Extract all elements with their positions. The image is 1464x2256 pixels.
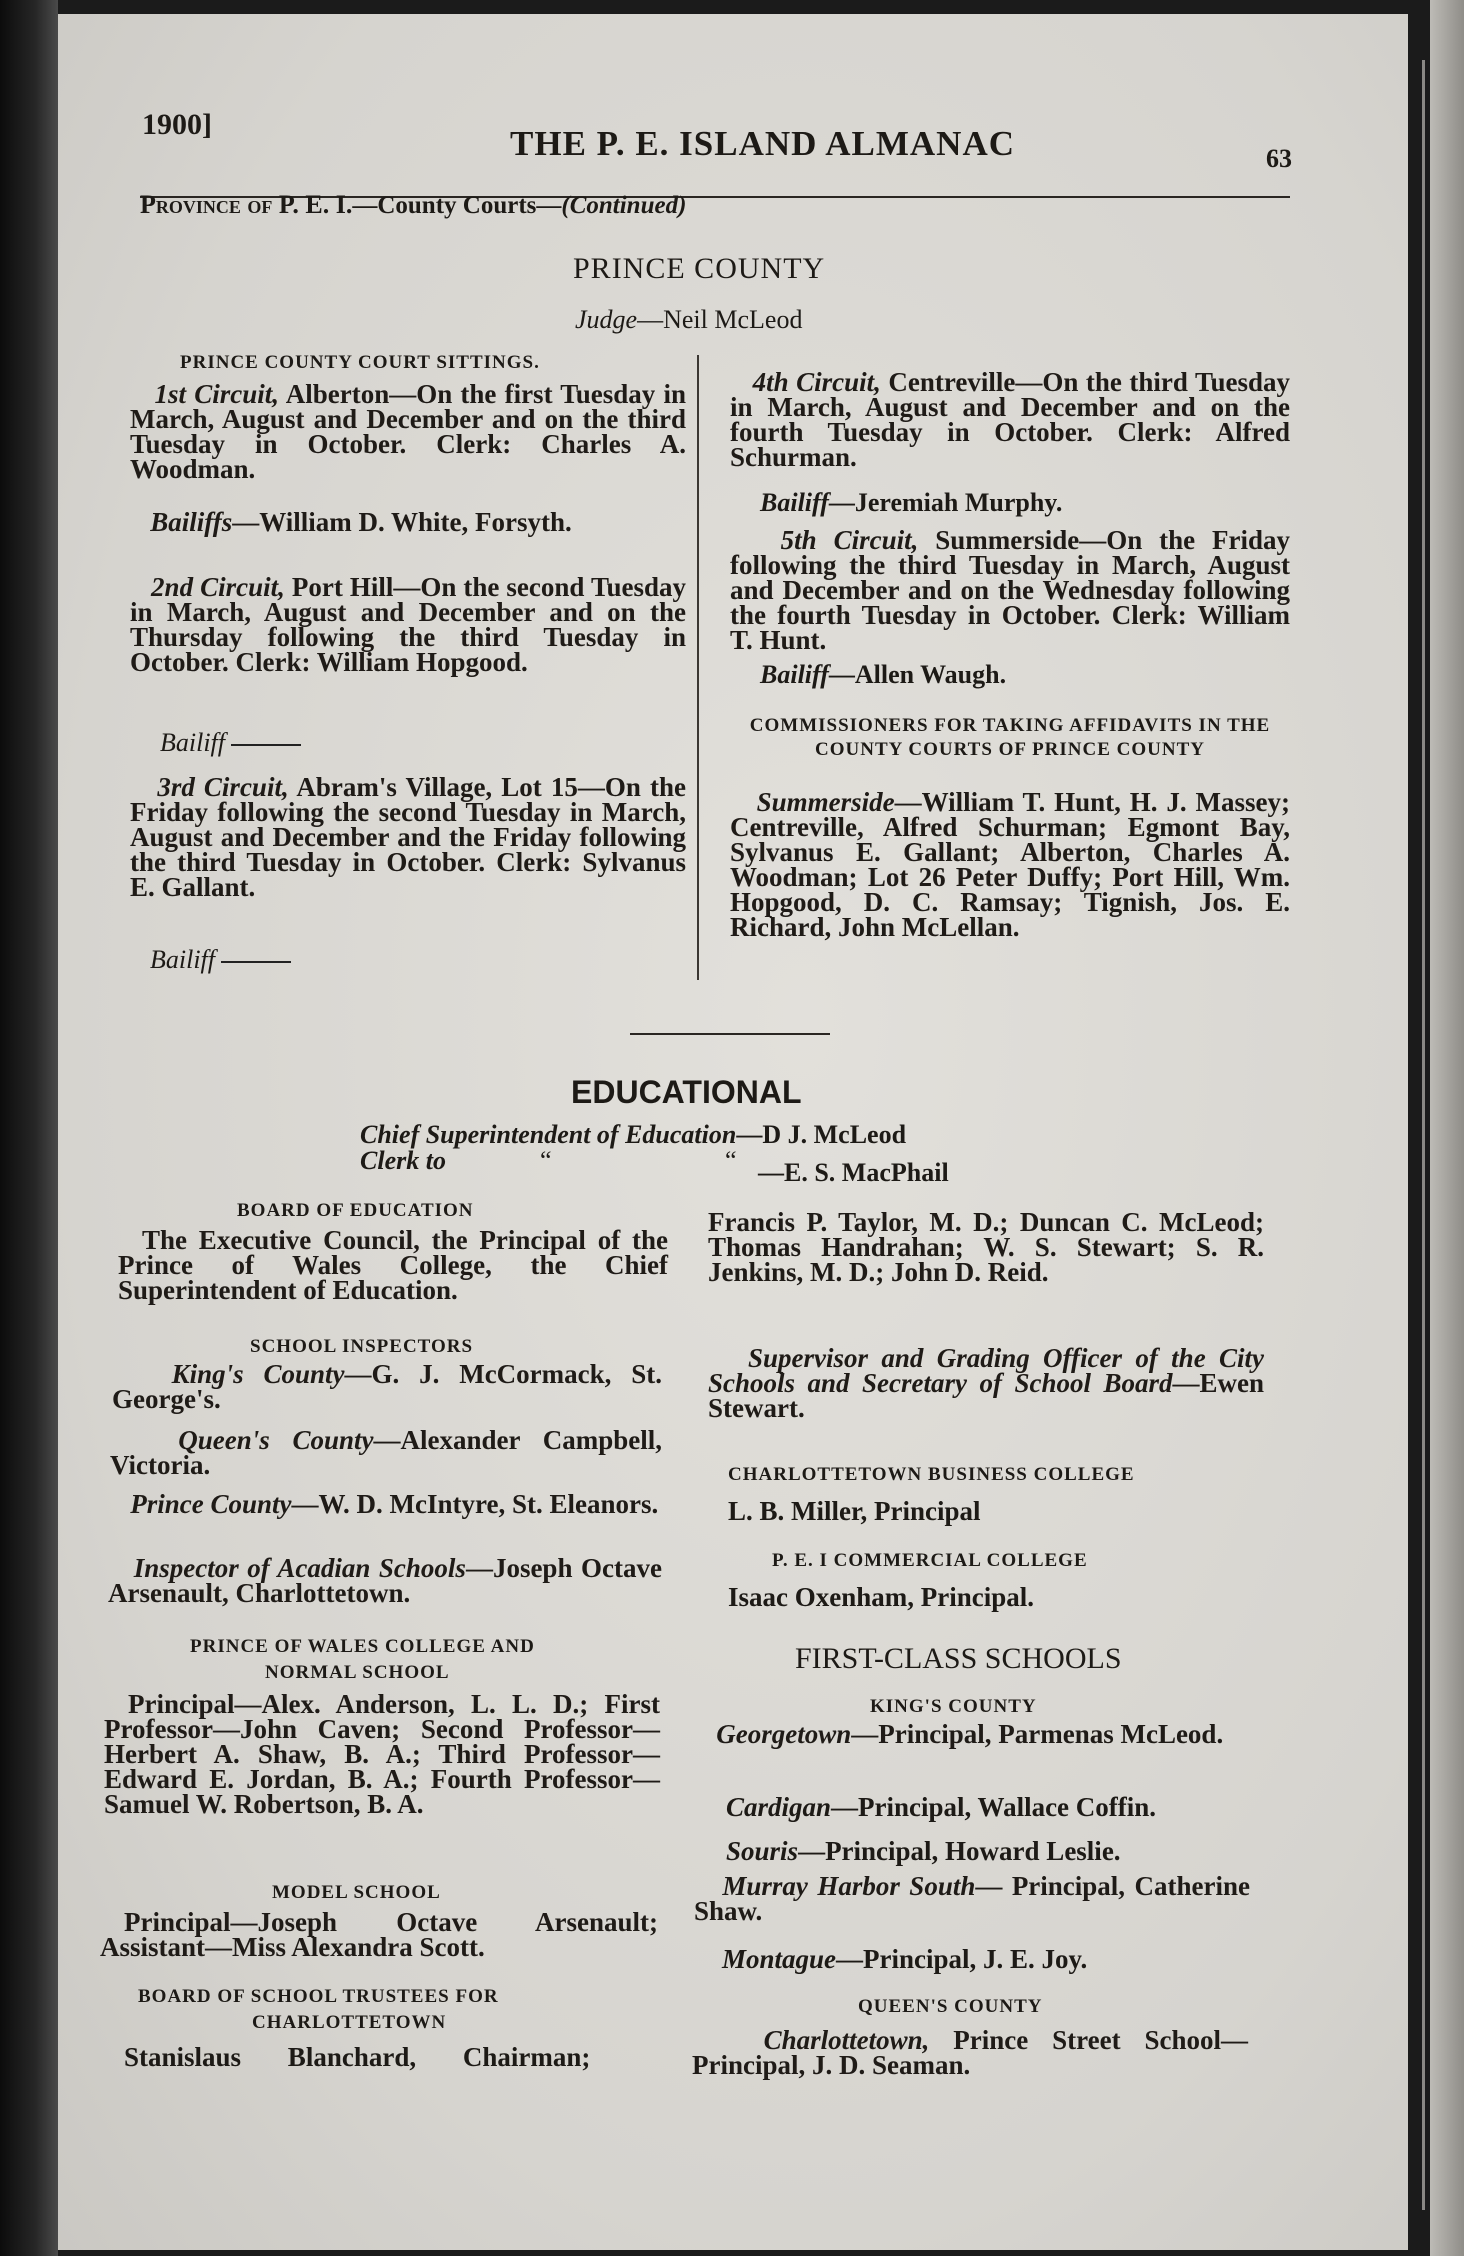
scan-left-edge [0,0,58,2256]
cardigan-text: —Principal, Wallace Coffin. [831,1792,1157,1822]
county-courts-label: —County Courts— [352,192,562,219]
page-number: 63 [1266,144,1292,173]
circuit-5-label: 5th Circuit, [780,525,919,555]
chief-name: —D J. McLeod [736,1120,907,1149]
bailiff-3-line [150,945,291,975]
ditto-mark: “ [725,1146,737,1175]
bailiffs-1-paragraph [130,507,686,537]
montague-label: Montague [722,1944,837,1974]
circuit-2-label: 2nd Circuit, [151,572,285,602]
business-college-text: L. B. Miller, Principal [728,1496,981,1526]
blank-line [231,744,301,746]
bailiff-4-line [760,488,1062,518]
trustees-text: Stanislaus Blanchard, Chairman; [124,2042,591,2072]
clerk-line [360,1146,446,1176]
section-divider [630,1033,830,1035]
circuit-1-text: Alberton—On the first Tuesday in March, August and December and on the third Tuesday in October. Clerk: Charles A. Woodman. [130,379,687,484]
section-continued-line [140,190,686,220]
circuit-5-text: Summerside—On the Friday following the third Tuesday in March, August and December and on the Wednesday following the fourth Tuesday in October. Clerk: William T. Hunt. [730,525,1291,655]
bailiff-5-line [760,660,1006,690]
pwc-heading-line-1: PRINCE OF WALES COLLEGE AND [190,1636,535,1657]
header-year: 1900] [142,108,212,141]
bailiff-2-line [160,728,301,758]
kings-county-heading: KING'S COUNTY [870,1696,1037,1717]
circuit-5-paragraph [730,525,1291,655]
pwc-heading-line-2: NORMAL SCHOOL [265,1662,450,1683]
prince-inspector-text: —W. D. McIntyre, St. Eleanors. [291,1489,659,1519]
souris-label: Souris [726,1836,799,1866]
supervisor-text: —Ewen Stewart. [708,1368,1264,1423]
bailiffs-1-label: Bailiffs [150,507,233,537]
circuit-1-label: 1st Circuit, [154,379,280,409]
georgetown-text: —Principal, Parmenas McLeod. [851,1719,1224,1749]
charlottetown-text: Prince Street School—Principal, J. D. Seaman. [692,2025,1248,2080]
queens-county-heading: QUEEN'S COUNTY [858,1996,1043,2017]
queens-inspector-paragraph [110,1425,662,1480]
circuit-4-label: 4th Circuit, [752,367,881,397]
souris-text: —Principal, Howard Leslie. [798,1836,1121,1866]
page-right-rule [1422,60,1425,2210]
model-school-text: Principal—Joseph Octave Arsenault; Assistant—Miss Alexandra Scott. [100,1907,658,1962]
chief-label: Chief Superintendent of Education [360,1120,737,1149]
montague-line [722,1944,1087,1975]
school-inspectors-heading: SCHOOL INSPECTORS [250,1336,474,1357]
continued-label: (Continued) [561,192,687,219]
cardigan-line [726,1792,1156,1823]
clerk-label: Clerk to [360,1146,446,1175]
circuit-3-label: 3rd Circuit, [157,772,289,802]
acadian-inspector-label: Inspector of Acadian Schools [133,1553,466,1583]
prince-county-label: Prince County [130,1489,292,1519]
queens-county-label: Queen's County [178,1425,374,1455]
bailiff-3-label: Bailiff [150,945,215,974]
murray-harbor-label: Murray Harbor South [722,1871,976,1901]
circuit-3-paragraph [130,772,686,902]
pwc-staff-text: Principal—Alex. Anderson, L. L. D.; First Professor—John Caven; Second Professor—Herbert A. Shaw, B. A.; Third Professor—Edward E. Jordan, B. A.; Fourth Professor—Samuel W. Robertson, B. A. [104,1689,660,1819]
model-school-heading: MODEL SCHOOL [272,1882,441,1903]
kings-county-label: King's County [171,1359,345,1389]
cardigan-label: Cardigan [726,1792,832,1822]
souris-line [726,1836,1121,1867]
supervisor-paragraph [708,1343,1265,1423]
circuit-1-paragraph [130,379,687,484]
charlottetown-paragraph [692,2025,1248,2080]
georgetown-label: Georgetown [716,1719,852,1749]
kings-inspector-text: —G. J. McCormack, St. George's. [112,1359,663,1414]
judge-name: —Neil McLeod [637,305,803,334]
judge-role: Judge [575,305,638,334]
scan-right-edge [1430,0,1464,2256]
murray-harbor-paragraph [694,1871,1250,1926]
montague-text: —Principal, J. E. Joy. [836,1944,1088,1974]
bailiff-4-text: —Jeremiah Murphy. [828,488,1063,517]
trustees-heading-line-1: BOARD OF SCHOOL TRUSTEES FOR [138,1986,499,2007]
educational-heading: EDUCATIONAL [571,1074,802,1110]
commissioners-label: Summerside [756,787,895,817]
georgetown-paragraph [696,1719,1252,1749]
clerk-name: —E. S. MacPhail [758,1158,949,1187]
circuit-2-text: Port Hill—On the second Tuesday in March, August and December and on the Thursday following the third Tuesday in October. Clerk: William Hopgood. [130,572,686,677]
business-college-heading: CHARLOTTETOWN BUSINESS COLLEGE [728,1464,1135,1485]
acadian-inspector-paragraph [108,1553,662,1608]
board-of-education-text: The Executive Council, the Principal of the Prince of Wales College, the Chief Superintendent of Education. [118,1225,668,1305]
sittings-heading: PRINCE COUNTY COURT SITTINGS. [180,352,540,373]
circuit-3-text: Abram's Village, Lot 15—On the Friday following the second Tuesday in March, August and December and the Friday following the third Tuesday in October. Clerk: Sylvanus E. Gallant. [130,772,686,902]
trustees-heading-line-2: CHARLOTTETOWN [252,2012,447,2033]
prince-county-heading: PRINCE COUNTY [573,252,826,285]
bailiff-2-label: Bailiff [160,728,225,757]
bailiff-5-label: Bailiff [760,660,829,689]
judge-line [575,305,802,335]
charlottetown-label: Charlottetown, [763,2025,930,2055]
board-of-education-continued: Francis P. Taylor, M. D.; Duncan C. McLeod; Thomas Handrahan; W. S. Stewart; S. R. Jenkins, M. D.; John D. Reid. [708,1207,1264,1287]
bailiff-5-text: —Allen Waugh. [828,660,1007,689]
acadian-inspector-text: —Joseph Octave Arsenault, Charlottetown. [108,1553,662,1608]
bailiff-4-label: Bailiff [760,488,829,517]
commercial-college-text: Isaac Oxenham, Principal. [728,1582,1035,1612]
queens-inspector-text: —Alexander Campbell, Victoria. [110,1425,662,1480]
blank-line [221,961,291,963]
board-of-education-heading: BOARD OF EDUCATION [237,1200,474,1221]
header-title: THE P. E. ISLAND ALMANAC [510,124,1016,163]
commercial-college-heading: P. E. I COMMERCIAL COLLEGE [772,1550,1088,1571]
circuit-4-paragraph [730,367,1291,472]
column-divider [697,355,699,980]
circuit-2-paragraph [130,572,686,677]
prince-inspector-paragraph [110,1489,662,1519]
commissioners-text: —William T. Hunt, H. J. Massey; Centreville, Alfred Schurman; Egmont Bay, Sylvanus E. Gallant; Alberton, Charles A. Woodman; Lot 26 Peter Duffy; Port Hill, Wm. Hopgood, D. C. Ramsay; Tignish, Jos. E. Richard, John McLellan. [730,787,1291,942]
commissioners-heading: COMMISSIONERS FOR TAKING AFFIDAVITS IN THE COUNTY COURTS OF PRINCE COUNTY [749,715,1271,760]
ditto-mark: “ [540,1146,552,1175]
murray-harbor-text: — Principal, Catherine Shaw. [694,1871,1250,1926]
supervisor-label: Supervisor and Grading Officer of the City Schools and Secretary of School Board [708,1343,1265,1398]
bailiffs-1-text: —William D. White, Forsyth. [232,507,572,537]
circuit-4-text: Centreville—On the third Tuesday in March, August and December and on the fourth Tuesday in October. Clerk: Alfred Schurman. [730,367,1291,472]
province-label: Province of P. E. I. [140,190,353,219]
first-class-schools-heading: FIRST-CLASS SCHOOLS [795,1642,1122,1675]
kings-inspector-paragraph [112,1359,663,1414]
commissioners-paragraph [730,787,1291,942]
